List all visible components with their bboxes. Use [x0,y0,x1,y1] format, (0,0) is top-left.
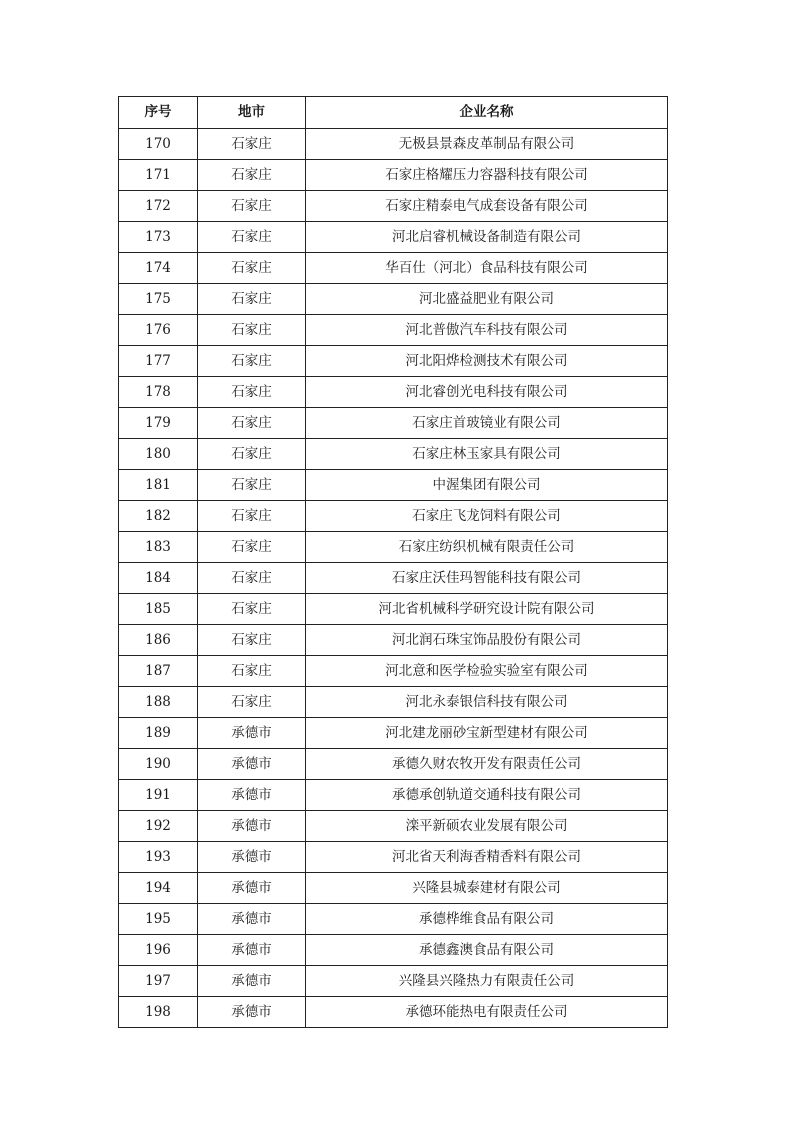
table-row [119,811,668,842]
table-row [119,408,668,439]
cell-company-name: 中渥集团有限公司 [306,470,668,501]
cell-company-name: 华百仕（河北）食品科技有限公司 [306,253,668,284]
cell-company-name: 河北省天利海香精香料有限公司 [306,842,668,873]
cell-index: 176 [119,315,198,346]
cell-company-name: 河北润石珠宝饰品股份有限公司 [306,625,668,656]
table-row [119,222,668,253]
cell-index: 194 [119,873,198,904]
table-row [119,904,668,935]
cell-index: 174 [119,253,198,284]
cell-city: 石家庄 [198,160,306,191]
cell-company-name: 承德鑫澳食品有限公司 [306,935,668,966]
cell-index: 181 [119,470,198,501]
cell-city: 承德市 [198,935,306,966]
cell-city: 承德市 [198,749,306,780]
table-body [119,129,668,1028]
cell-city: 石家庄 [198,408,306,439]
cell-company-name: 石家庄纺织机械有限责任公司 [306,532,668,563]
table-row [119,439,668,470]
cell-company-name: 河北永泰银信科技有限公司 [306,687,668,718]
table-row [119,873,668,904]
cell-company-name: 滦平新硕农业发展有限公司 [306,811,668,842]
table-header [119,97,668,129]
cell-city: 承德市 [198,842,306,873]
cell-index: 183 [119,532,198,563]
cell-company-name: 河北阳烨检测技术有限公司 [306,346,668,377]
table-row [119,470,668,501]
cell-index: 185 [119,594,198,625]
table-row [119,656,668,687]
table-row [119,315,668,346]
cell-city: 石家庄 [198,191,306,222]
cell-city: 石家庄 [198,656,306,687]
table-row [119,935,668,966]
table-row [119,718,668,749]
cell-city: 承德市 [198,966,306,997]
cell-index: 178 [119,377,198,408]
cell-company-name: 承德桦维食品有限公司 [306,904,668,935]
cell-index: 184 [119,563,198,594]
cell-city: 石家庄 [198,470,306,501]
cell-index: 180 [119,439,198,470]
cell-company-name: 石家庄格耀压力容器科技有限公司 [306,160,668,191]
table-row [119,532,668,563]
cell-city: 石家庄 [198,129,306,160]
table-row [119,594,668,625]
cell-index: 172 [119,191,198,222]
cell-company-name: 承德久财农牧开发有限责任公司 [306,749,668,780]
cell-city: 石家庄 [198,625,306,656]
cell-index: 198 [119,997,198,1028]
table-row [119,780,668,811]
table-row [119,191,668,222]
cell-index: 187 [119,656,198,687]
cell-city: 承德市 [198,904,306,935]
cell-company-name: 河北盛益肥业有限公司 [306,284,668,315]
cell-index: 196 [119,935,198,966]
cell-city: 石家庄 [198,563,306,594]
cell-company-name: 兴隆县兴隆热力有限责任公司 [306,966,668,997]
cell-city: 石家庄 [198,253,306,284]
cell-company-name: 石家庄林玉家具有限公司 [306,439,668,470]
cell-index: 191 [119,780,198,811]
cell-company-name: 石家庄沃佳玛智能科技有限公司 [306,563,668,594]
table-row [119,346,668,377]
cell-index: 170 [119,129,198,160]
cell-index: 173 [119,222,198,253]
table-row [119,966,668,997]
cell-city: 石家庄 [198,439,306,470]
cell-city: 承德市 [198,718,306,749]
cell-index: 182 [119,501,198,532]
cell-index: 192 [119,811,198,842]
cell-index: 197 [119,966,198,997]
cell-company-name: 河北省机械科学研究设计院有限公司 [306,594,668,625]
header-city: 地市 [198,97,306,129]
cell-city: 承德市 [198,780,306,811]
cell-company-name: 河北意和医学检验实验室有限公司 [306,656,668,687]
table-row [119,749,668,780]
cell-index: 175 [119,284,198,315]
table-row [119,377,668,408]
table-row [119,253,668,284]
cell-company-name: 河北普傲汽车科技有限公司 [306,315,668,346]
header-row [119,97,668,129]
cell-index: 171 [119,160,198,191]
cell-index: 193 [119,842,198,873]
cell-index: 177 [119,346,198,377]
cell-index: 186 [119,625,198,656]
cell-city: 石家庄 [198,377,306,408]
cell-city: 承德市 [198,873,306,904]
cell-city: 石家庄 [198,284,306,315]
table-row [119,842,668,873]
header-company-name: 企业名称 [306,97,668,129]
cell-city: 石家庄 [198,346,306,377]
cell-company-name: 无极县景森皮革制品有限公司 [306,129,668,160]
table-row [119,687,668,718]
cell-index: 195 [119,904,198,935]
cell-city: 石家庄 [198,222,306,253]
cell-city: 石家庄 [198,501,306,532]
table-row [119,129,668,160]
cell-company-name: 承德承创轨道交通科技有限公司 [306,780,668,811]
cell-company-name: 河北启睿机械设备制造有限公司 [306,222,668,253]
table-row [119,625,668,656]
cell-company-name: 兴隆县城泰建材有限公司 [306,873,668,904]
cell-index: 188 [119,687,198,718]
table-row [119,997,668,1028]
table-row [119,284,668,315]
cell-city: 石家庄 [198,532,306,563]
table-row [119,501,668,532]
cell-city: 石家庄 [198,315,306,346]
cell-company-name: 河北建龙丽砂宝新型建材有限公司 [306,718,668,749]
enterprise-table [118,96,668,1028]
cell-company-name: 石家庄首玻镜业有限公司 [306,408,668,439]
cell-city: 石家庄 [198,594,306,625]
table-row [119,160,668,191]
cell-index: 190 [119,749,198,780]
cell-company-name: 石家庄精泰电气成套设备有限公司 [306,191,668,222]
table-row [119,563,668,594]
header-index: 序号 [119,97,198,129]
cell-company-name: 石家庄飞龙饲料有限公司 [306,501,668,532]
cell-city: 承德市 [198,811,306,842]
cell-company-name: 河北睿创光电科技有限公司 [306,377,668,408]
cell-index: 189 [119,718,198,749]
cell-company-name: 承德环能热电有限责任公司 [306,997,668,1028]
cell-index: 179 [119,408,198,439]
cell-city: 承德市 [198,997,306,1028]
cell-city: 石家庄 [198,687,306,718]
